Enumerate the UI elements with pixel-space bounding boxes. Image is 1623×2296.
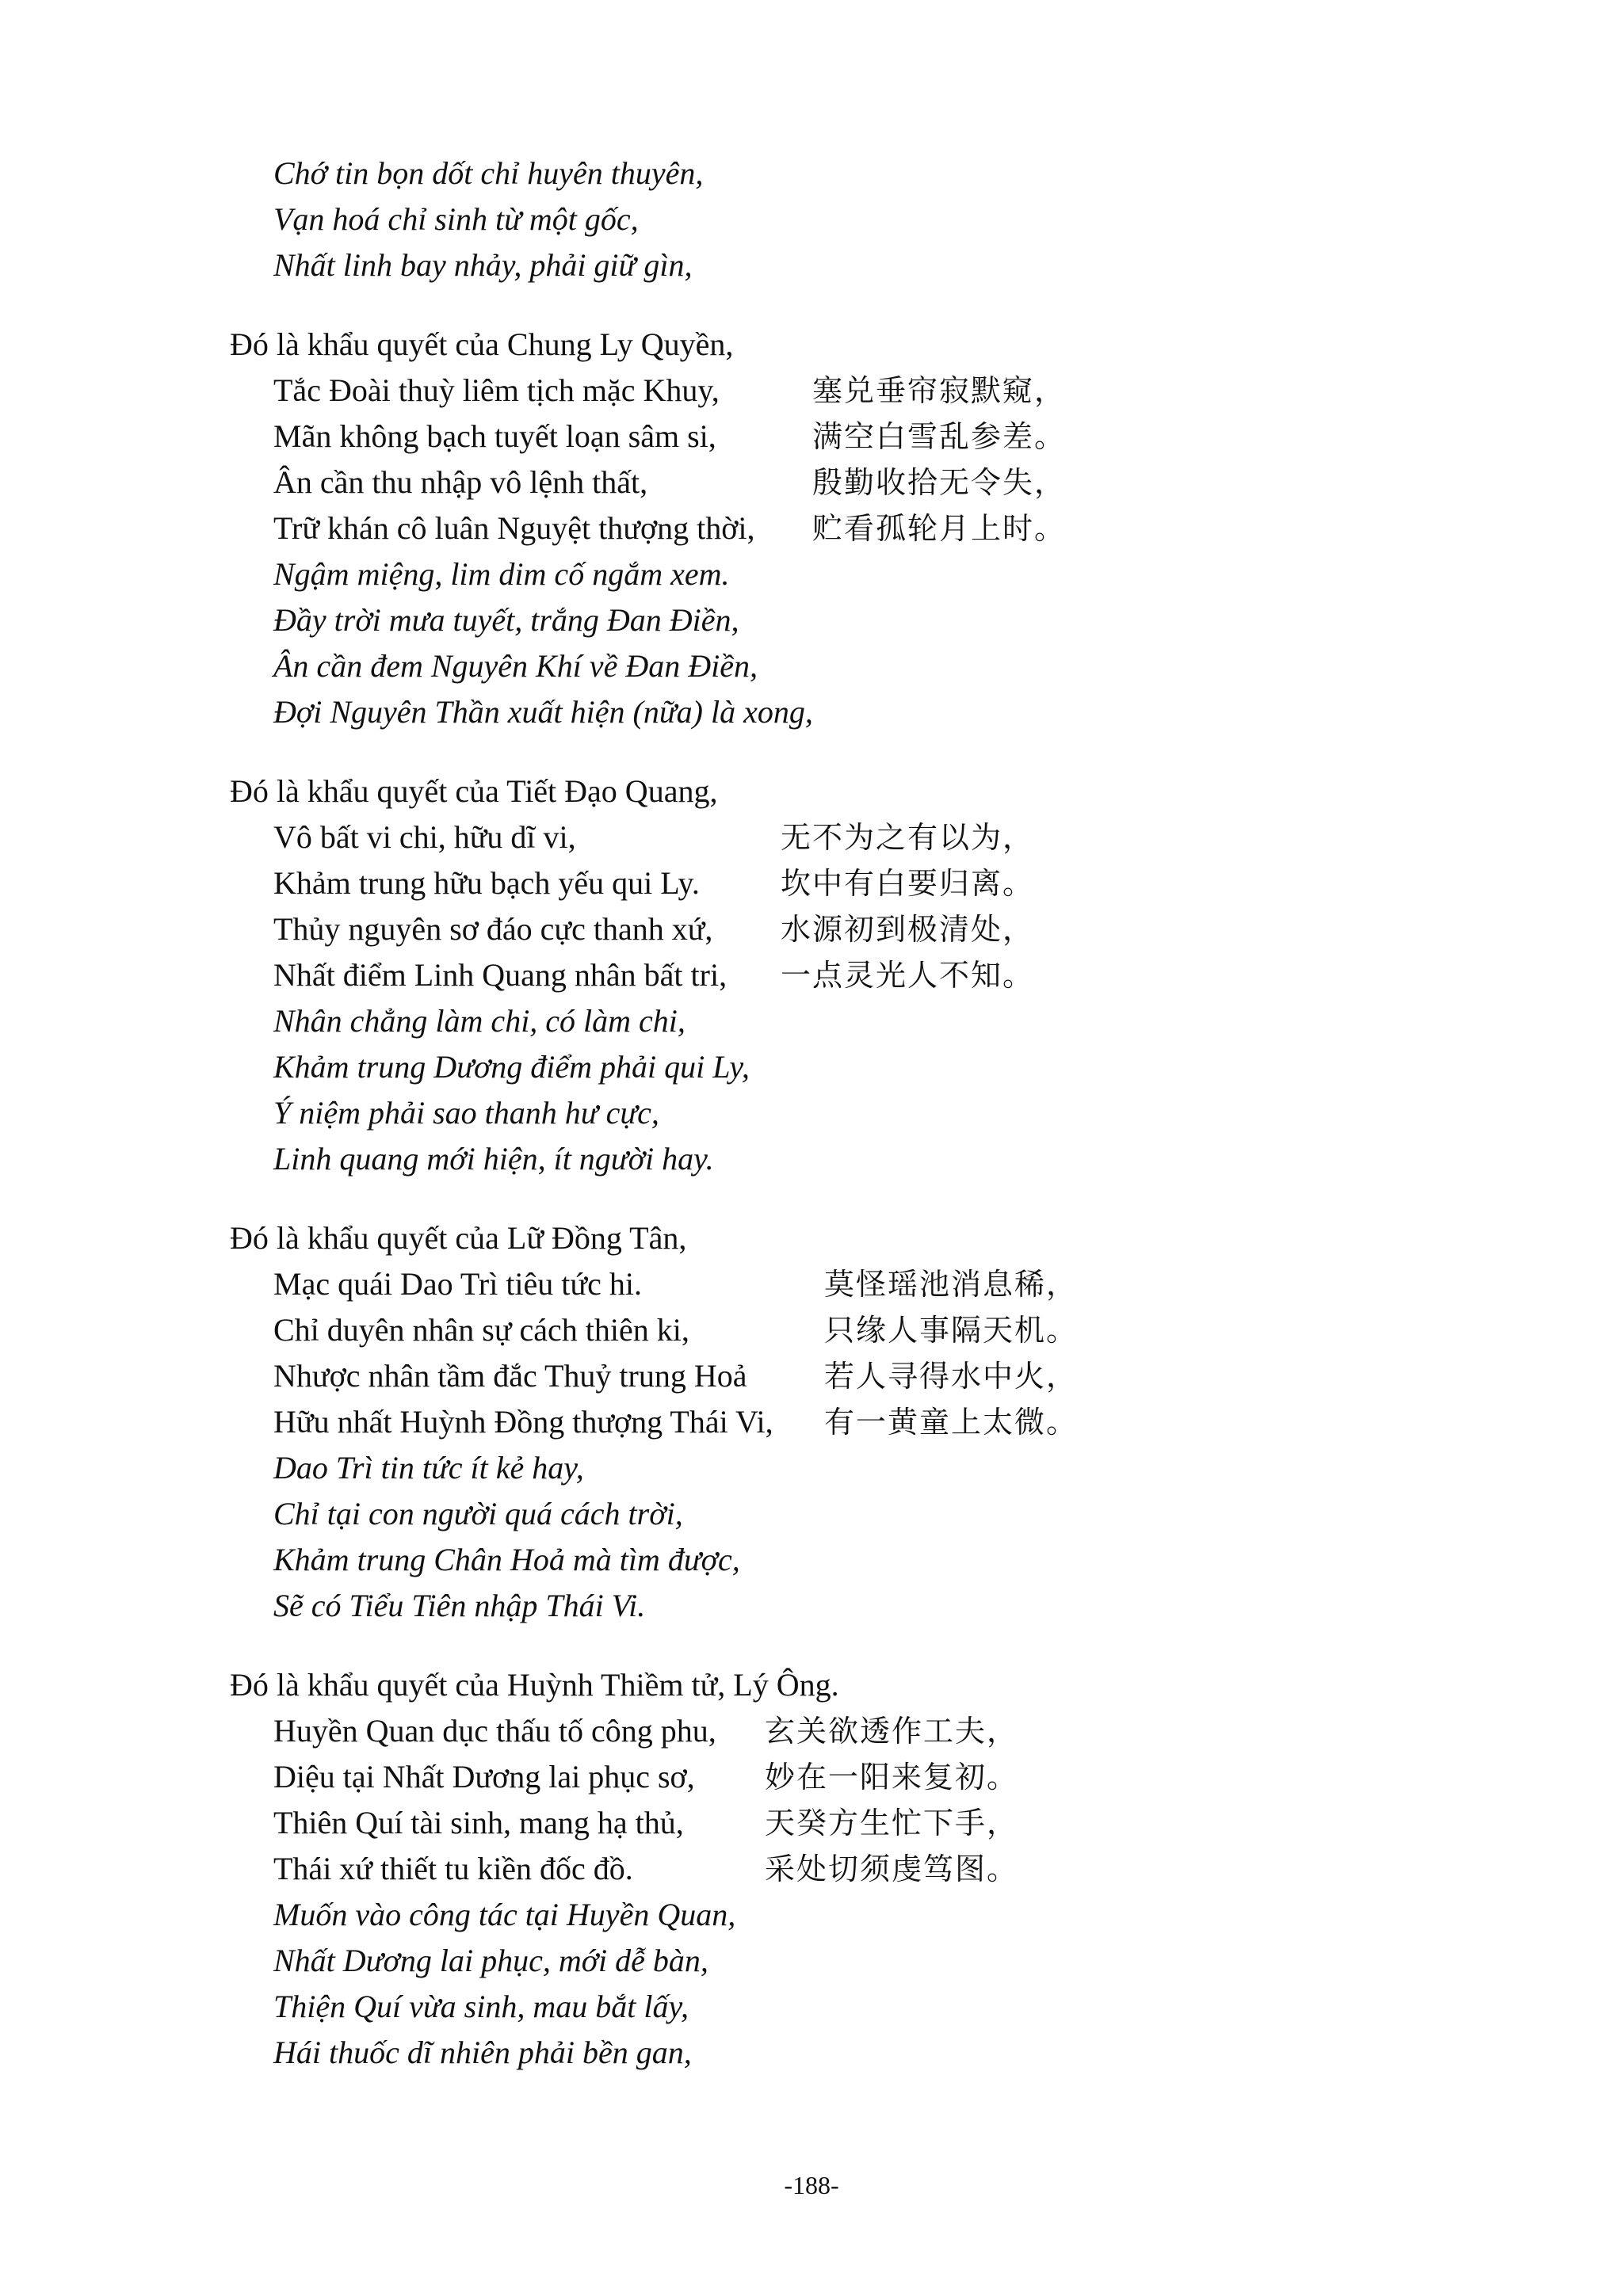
verse-line <box>230 368 1419 414</box>
verse-line <box>230 1754 1419 1800</box>
verse-chinese: 殷勤收拾无令失， <box>812 465 1067 500</box>
translation-line: Linh quang mới hiện, ít người hay. <box>273 1141 714 1177</box>
translation-line: Nhất Dương lai phục, mới dễ bàn, <box>273 1943 708 1978</box>
translation-line: Chỉ tại con người quá cách trời, <box>273 1496 683 1531</box>
verse-vietnamese: Nhược nhân tầm đắc Thuỷ trung Hoả <box>273 1358 747 1394</box>
verse-line <box>230 906 1419 952</box>
verse-vietnamese: Mãn không bạch tuyết loạn sâm si, <box>273 418 716 454</box>
section-lu-dong-tan <box>230 1215 1419 1629</box>
verse-line <box>230 1846 1419 1892</box>
verse-line <box>230 505 1419 551</box>
verse-vietnamese: Hữu nhất Huỳnh Đồng thượng Thái Vi, <box>273 1404 773 1440</box>
verse-vietnamese: Trữ khán cô luân Nguyệt thượng thời, <box>273 510 755 546</box>
intro-stanza <box>230 151 1419 288</box>
verse-line <box>230 1261 1419 1307</box>
verse-chinese: 若人寻得水中火， <box>824 1359 1079 1394</box>
verse-vietnamese: Tắc Đoài thuỳ liêm tịch mặc Khuy, <box>273 372 720 408</box>
verse-vietnamese: Nhất điểm Linh Quang nhân bất tri, <box>273 957 727 993</box>
verse-chinese: 玄关欲透作工夫， <box>765 1714 1019 1749</box>
translation-line: Ngậm miệng, lim dim cố ngắm xem. <box>273 556 730 592</box>
translation-line: Khảm trung Dương điểm phải qui Ly, <box>273 1049 750 1085</box>
verse-line <box>230 1353 1419 1399</box>
verse-vietnamese: Vô bất vi chi, hữu dĩ vi, <box>273 819 576 855</box>
verse-chinese: 塞兑垂帘寂默窥， <box>812 373 1067 408</box>
verse-vietnamese: Mạc quái Dao Trì tiêu tức hi. <box>273 1266 642 1302</box>
section-heading: Đó là khẩu quyết của Tiết Đạo Quang, <box>230 773 718 809</box>
verse-vietnamese: Chỉ duyên nhân sự cách thiên ki, <box>273 1312 689 1348</box>
verse-chinese: 天癸方生忙下手， <box>765 1806 1019 1840</box>
verse-chinese: 莫怪瑶池消息稀， <box>824 1267 1079 1302</box>
verse-line <box>230 460 1419 505</box>
verse-line <box>230 1800 1419 1846</box>
section-heading: Đó là khẩu quyết của Huỳnh Thiềm tử, Lý Ông. <box>230 1667 839 1703</box>
intro-line: Nhất linh bay nhảy, phải giữ gìn, <box>273 247 693 283</box>
verse-chinese: 只缘人事隔天机。 <box>824 1313 1079 1348</box>
translation-line: Đầy trời mưa tuyết, trắng Đan Điền, <box>273 602 739 638</box>
translation-line: Đợi Nguyên Thần xuất hiện (nữa) là xong, <box>273 694 813 730</box>
section-chung-ly-quyen <box>230 322 1419 735</box>
verse-chinese: 贮看孤轮月上时。 <box>812 511 1067 546</box>
verse-vietnamese: Diệu tại Nhất Dương lai phục sơ, <box>273 1759 695 1794</box>
translation-line: Khảm trung Chân Hoả mà tìm được, <box>273 1542 740 1577</box>
verse-vietnamese: Thủy nguyên sơ đáo cực thanh xứ, <box>273 911 713 947</box>
verse-line <box>230 1708 1419 1754</box>
verse-chinese: 坎中有白要归离。 <box>781 866 1035 901</box>
verse-chinese: 有一黄童上太微。 <box>824 1405 1079 1440</box>
translation-line: Dao Trì tin tức ít kẻ hay, <box>273 1450 584 1486</box>
verse-line <box>230 952 1419 998</box>
section-heading: Đó là khẩu quyết của Lữ Đồng Tân, <box>230 1220 687 1256</box>
verse-chinese: 满空白雪乱参差。 <box>812 419 1067 454</box>
section-heading: Đó là khẩu quyết của Chung Ly Quyền, <box>230 326 734 362</box>
verse-line <box>230 414 1419 460</box>
verse-vietnamese: Thái xứ thiết tu kiền đốc đồ. <box>273 1851 633 1886</box>
verse-chinese: 一点灵光人不知。 <box>781 958 1035 993</box>
translation-line: Muốn vào công tác tại Huyền Quan, <box>273 1897 736 1932</box>
verse-chinese: 采处切须虔笃图。 <box>765 1852 1019 1886</box>
translation-line: Ân cần đem Nguyên Khí về Đan Điền, <box>273 648 758 684</box>
verse-chinese: 水源初到极清处， <box>781 912 1035 947</box>
intro-line: Chớ tin bọn dốt chỉ huyên thuyên, <box>273 155 704 191</box>
translation-line: Thiện Quí vừa sinh, mau bắt lấy, <box>273 1989 689 2024</box>
verse-chinese: 无不为之有以为， <box>781 820 1035 855</box>
section-tiet-dao-quang <box>230 769 1419 1182</box>
verse-vietnamese: Thiên Quí tài sinh, mang hạ thủ, <box>273 1805 684 1840</box>
verse-line <box>230 1399 1419 1445</box>
intro-line: Vạn hoá chỉ sinh từ một gốc, <box>273 201 639 237</box>
verse-line <box>230 1307 1419 1353</box>
section-huynh-thiem-tu <box>230 1662 1419 2076</box>
translation-line: Ý niệm phải sao thanh hư cực, <box>273 1095 659 1131</box>
page-number: -188- <box>784 2171 839 2199</box>
poem-content <box>230 151 1419 2076</box>
verse-chinese: 妙在一阳来复初。 <box>765 1760 1019 1794</box>
verse-line <box>230 860 1419 906</box>
verse-line <box>230 814 1419 860</box>
verse-vietnamese: Huyền Quan dục thấu tố công phu, <box>273 1713 716 1749</box>
verse-vietnamese: Ân cần thu nhập vô lệnh thất, <box>273 464 648 500</box>
verse-vietnamese: Khảm trung hữu bạch yếu qui Ly. <box>273 865 700 901</box>
translation-line: Sẽ có Tiểu Tiên nhập Thái Vi. <box>273 1588 646 1623</box>
translation-line: Nhân chẳng làm chi, có làm chi, <box>273 1003 685 1039</box>
translation-line: Hái thuốc dĩ nhiên phải bền gan, <box>273 2035 692 2070</box>
